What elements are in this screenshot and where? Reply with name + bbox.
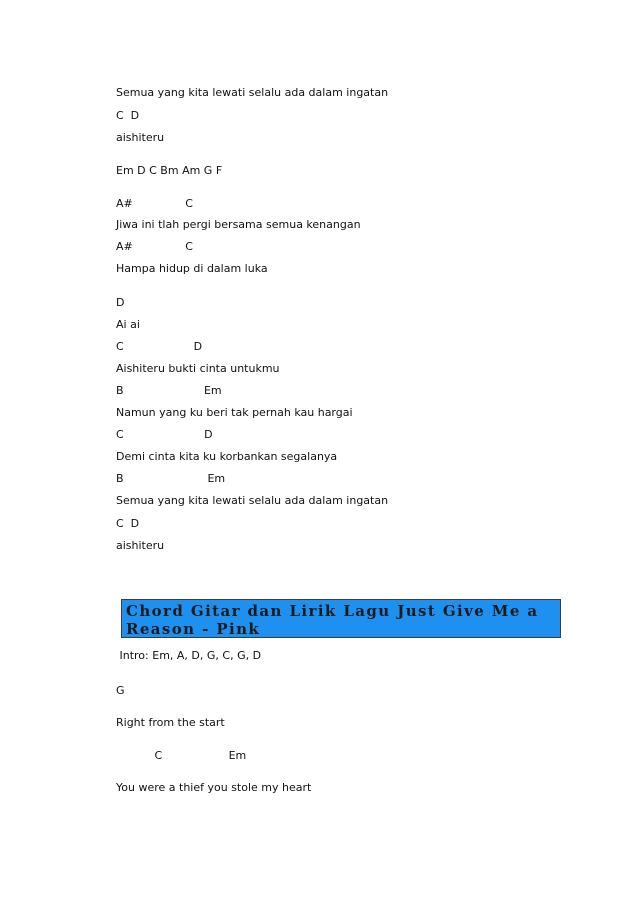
chord-line: Em D C Bm Am G F bbox=[116, 164, 223, 177]
lyric-line: aishiteru bbox=[116, 131, 165, 144]
lyric-line: Aishiteru bukti cinta untukmu bbox=[116, 362, 280, 375]
chord-line: C D bbox=[116, 428, 213, 441]
lyric-line: Namun yang ku beri tak pernah kau hargai bbox=[116, 406, 353, 419]
chord-line: C Em bbox=[116, 749, 247, 762]
song-heading-line-1: Chord Gitar dan Lirik Lagu Just Give Me a bbox=[126, 602, 539, 620]
chord-line: G bbox=[116, 684, 125, 697]
lyric-line: Semua yang kita lewati selalu ada dalam ingatan bbox=[116, 494, 389, 507]
lyric-line: You were a thief you stole my heart bbox=[116, 781, 312, 794]
lyric-line: Semua yang kita lewati selalu ada dalam ingatan bbox=[116, 86, 389, 99]
lyric-line: aishiteru bbox=[116, 539, 165, 552]
chord-line: B Em bbox=[116, 472, 226, 485]
song-heading bbox=[121, 599, 561, 638]
chord-line: D bbox=[116, 296, 125, 309]
chord-line: C D bbox=[116, 109, 140, 122]
lyric-line: Right from the start bbox=[116, 716, 225, 729]
chord-line: B Em bbox=[116, 384, 222, 397]
lyric-line: Demi cinta kita ku korbankan segalanya bbox=[116, 450, 338, 463]
chord-line: A# C bbox=[116, 197, 193, 210]
lyric-line: Ai ai bbox=[116, 318, 140, 331]
chord-line: C D bbox=[116, 517, 140, 530]
lyric-line: Jiwa ini tlah pergi bersama semua kenangan bbox=[116, 218, 361, 231]
intro-chords: Intro: Em, A, D, G, C, G, D bbox=[116, 649, 262, 662]
song-heading-line-2: Reason - Pink bbox=[126, 620, 261, 638]
lyric-line: Hampa hidup di dalam luka bbox=[116, 262, 268, 275]
chord-line: A# C bbox=[116, 240, 193, 253]
chord-line: C D bbox=[116, 340, 203, 353]
